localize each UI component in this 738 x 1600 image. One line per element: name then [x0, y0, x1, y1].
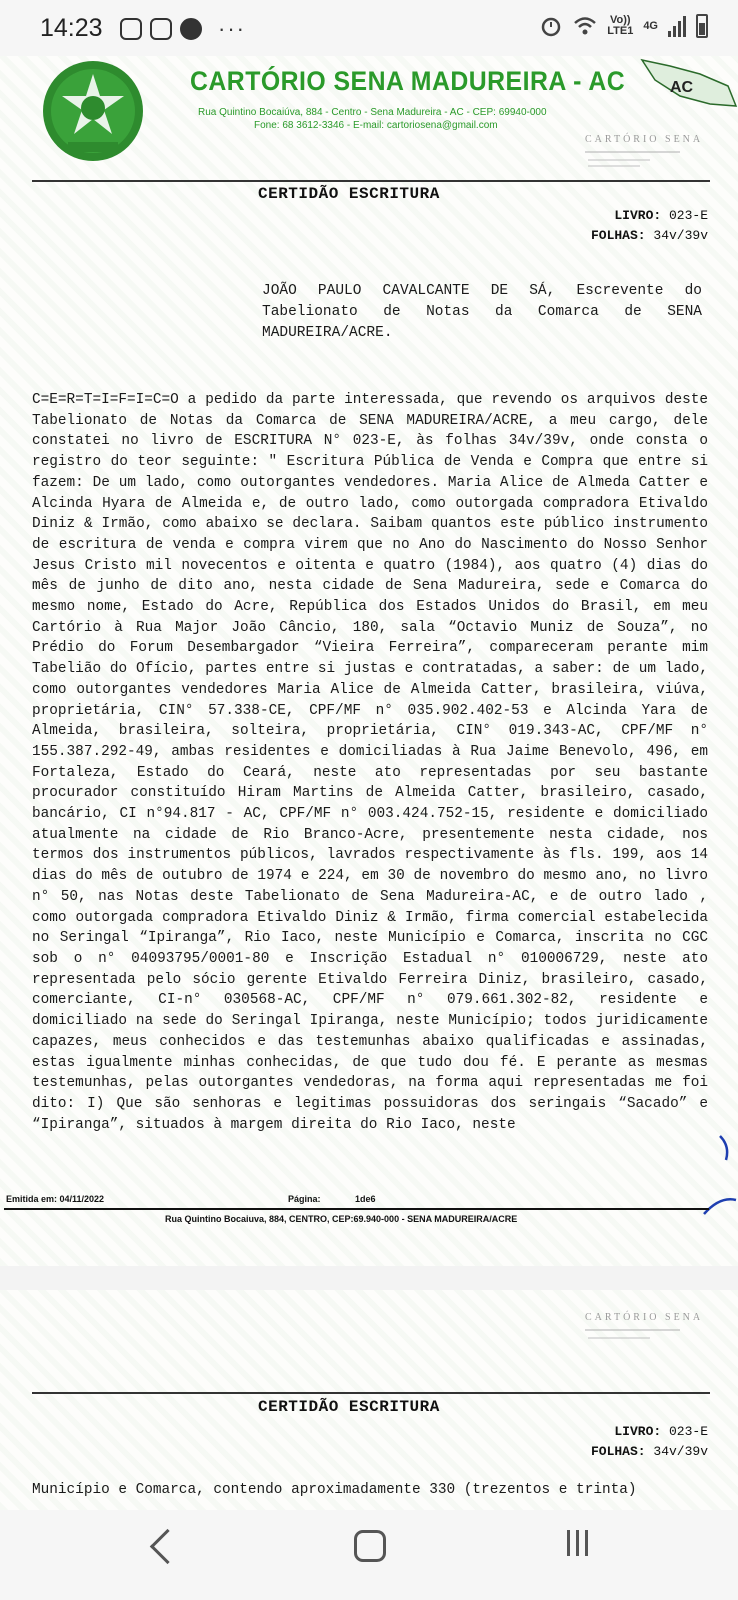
page2-header-divider	[32, 1392, 710, 1394]
home-button[interactable]	[354, 1530, 386, 1562]
more-notifications-icon: ···	[218, 16, 246, 41]
cartorio-watermark-stamp	[580, 128, 704, 180]
status-indicators	[539, 14, 708, 38]
letterhead-address: Rua Quintino Bocaiúva, 884 - Centro - Sena Madureira - AC - CEP: 69940-000 Fone: 68 3612-3346 - E-mail: cartoriosena@gmail.com	[198, 107, 547, 131]
network-generation: 4G	[643, 19, 658, 32]
alarm-icon	[539, 15, 563, 37]
issued-date: Emitida em: 04/11/2022	[6, 1194, 105, 1204]
page2-document-title: CERTIDÃO ESCRITURA	[258, 1398, 440, 1416]
acre-map-icon	[640, 56, 738, 116]
document-meta: LIVRO: 023-E FOLHAS: 34v/39v	[590, 208, 708, 243]
header-divider	[32, 180, 710, 182]
navigation-bar	[0, 1510, 738, 1600]
notification-icons	[120, 16, 246, 42]
status-time: 14:23	[40, 14, 103, 42]
cartorio-watermark-stamp-2	[580, 1306, 704, 1358]
document-page-2	[0, 1290, 738, 1510]
page-label: Página:	[288, 1194, 321, 1204]
wifi-icon	[573, 16, 597, 36]
page2-document-meta: LIVRO: 023-E FOLHAS: 34v/39v	[590, 1424, 708, 1459]
acre-coat-of-arms-icon	[38, 56, 148, 166]
page-number: 1de6	[355, 1194, 376, 1204]
footer-divider	[4, 1208, 709, 1210]
page-footer	[0, 1188, 738, 1228]
volte-indicator: Vo)) LTE1	[607, 14, 634, 37]
svg-text:CARTÓRIO SENA: CARTÓRIO SENA	[585, 1312, 704, 1323]
instagram-icon-2	[150, 18, 172, 40]
recent-apps-button[interactable]	[567, 1530, 588, 1556]
svg-text:CARTÓRIO SENA: CARTÓRIO SENA	[585, 134, 704, 145]
page2-first-line: Município e Comarca, contendo aproximadamente 330 (trezentos e trinta)	[32, 1482, 637, 1498]
battery-icon	[696, 14, 708, 38]
back-button[interactable]	[150, 1529, 185, 1564]
status-bar	[0, 0, 738, 60]
facebook-icon	[180, 18, 202, 40]
acre-map-label: AC	[670, 79, 694, 96]
footer-address: Rua Quintino Bocaiuva, 884, CENTRO, CEP:69.940-000 - SENA MADUREIRA/ACRE	[165, 1214, 518, 1224]
document-page-1	[0, 56, 738, 1266]
letterhead-title: CARTÓRIO SENA MADUREIRA - AC	[190, 66, 626, 96]
signal-icon	[668, 15, 686, 37]
document-intro: JOÃO PAULO CAVALCANTE DE SÁ, Escrevente do Tabelionato de Notas da Comarca de SENA MADUREIRA/ACRE.	[262, 283, 702, 341]
instagram-icon	[120, 18, 142, 40]
document-title: CERTIDÃO ESCRITURA	[258, 185, 440, 203]
document-body: C=E=R=T=I=F=I=C=O a pedido da parte interessada, que revendo os arquivos deste Tabelionato de Notas da Comarca de SENA MADUREIRA/ACRE, a meu cargo, dele constatei no livro de ESCRITURA N° 023-E, às folhas 34v/39v, onde consta o registro do teor seguinte: " Escritura Pública de Venda e Compra que entre si fazem: De um lado, como outorgantes vendedores. Maria Alice de Almeda Catter e Alcinda Hyara de Almeida e, de outro lado, como outorgada compradora Etivaldo Diniz & Irmão, como abaixo se declara. Saibam quantos este público instrumento de escritura de venda e compra virem que no Ano do Nascimento do Nosso Senhor Jesus Cristo mil novecentos e oitenta e quatro (1984), aos quatro (4) dias do mês de junho de dito ano, nesta cidade de Sena Madureira, sede e Comarca do mesmo nome, Estado do Acre, República dos Estados Unidos do Brasil, em meu Cartório à Rua Major João Câncio, 180, sala “Octavio Muniz de Souza”, no Prédio do Forum Desembargador “Vieira Ferreira”, compareceram perante mim Tabelião do Ofício, partes entre si justas e contratadas, a saber: de um lado, como outorgantes vendedores Maria Alice de Almeida Catter, brasileira, viúva, proprietária, CIN° 57.338-CE, CPF/MF n° 035.902.402-53 e Alcinda Yara de Almeida, brasileira, solteira, proprietária, CIN° 019.343-AC, CPF/MF n° 155.387.292-49, ambas residentes e domiciliadas à Rua Jaime Benevolo, 496, em Fortaleza, Estado do Ceará, neste ato representadas por seu bastante procurador constituído Hiram Martins de Almeida Catter, brasileiro, casado, bancário, CI n°94.817 - AC, CPF/MF n° 003.424.752-15, residente e domiciliado atualmente na cidade de Rio Branco-Acre, presentemente nesta cidade, nos termos dos instrumentos públicos, lavrados respectivamente às fls. 199, aos 14 dias do mês de outubro de 1974 e 224, em 30 de novembro do mesmo ano, no livro n° 50, nas Notas deste Tabelionato de Sena Madureira-AC, e de outro lado , como outorgada compradora Etivaldo Diniz & Irmão, firma comercial estabelecida no Seringal “Ipiranga”, Rio Iaco, neste Município e Comarca, inscrita no CGC sob o n° 04093795/0001-80 e Inscrição Estadual n° 010006729, neste ato representada pelo sócio gerente Etivaldo Ferreira Diniz, brasileiro, casado, comerciante, CI-n° 030568-AC, CPF/MF n° 079.661.302-82, residente e domiciliado na sede do Seringal Ipiranga, neste Município; todos juridicamente capazes, meus conhecidos e das testemunhas abaixo qualificadas e assinadas, estas igualmente minhas conhecidas, de que tudo dou fé. E perante as mesmas testemunhas, pelas outorgantes vendedoras, na forma aqui representadas me foi dito: I) Que são senhoras e legitimas possuidoras dos seringais “Sacado” e “Ipiranga”, situados à margem direita do Rio Iaco, neste	[32, 392, 708, 1133]
